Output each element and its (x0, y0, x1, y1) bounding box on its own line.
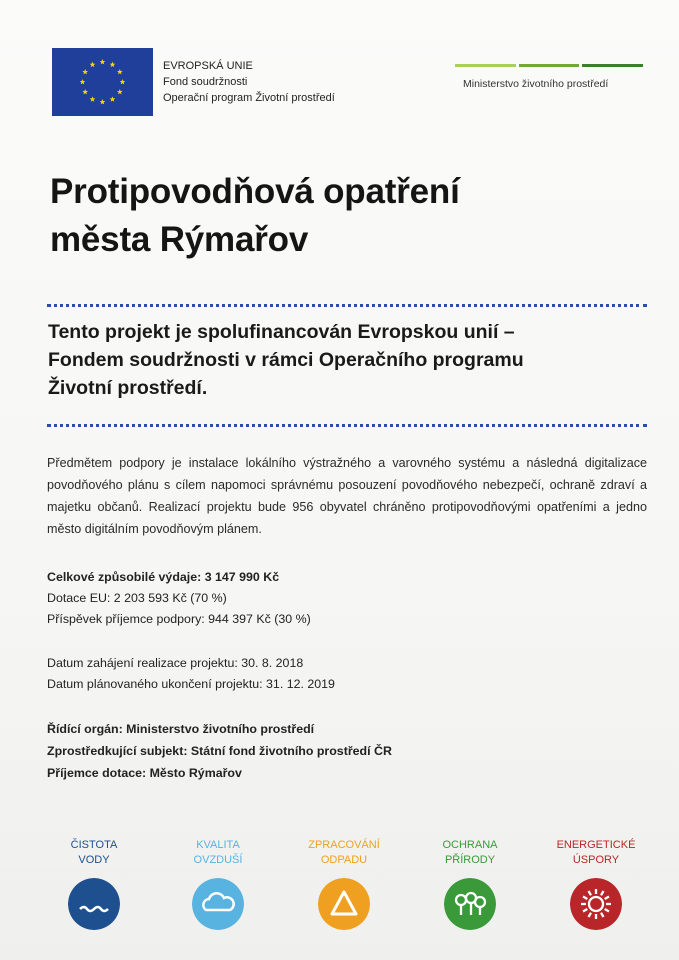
ministry-label: Ministerstvo životního prostředí (463, 78, 609, 90)
topic-waste (294, 838, 394, 935)
eu-line-2: Fond soudržnosti (163, 76, 248, 88)
subtitle-line-3: Životní prostředí. (48, 377, 208, 399)
title-line-2: města Rýmařov (50, 220, 309, 259)
water-icon (68, 878, 120, 930)
eu-grant: Dotace EU: 2 203 593 Kč (70 %) (47, 591, 227, 605)
dotted-divider-top (47, 304, 647, 307)
trees-icon (444, 878, 496, 930)
topic-nature (420, 838, 520, 935)
ministry-logo-bars (455, 64, 643, 68)
topic-waste-line-1: ZPRACOVÁNÍ (308, 839, 380, 851)
dotted-divider-bottom (47, 424, 647, 427)
subtitle-line-2: Fondem soudržnosti v rámci Operačního programu (48, 349, 524, 371)
end-date: Datum plánovaného ukončení projektu: 31. 12. 2019 (47, 677, 335, 691)
intermediate-body: Zprostředkující subjekt: Státní fond životního prostředí ČR (47, 744, 392, 758)
page-title (50, 168, 460, 264)
eu-line-3: Operační program Životní prostředí (163, 92, 335, 104)
eu-line-1: EVROPSKÁ UNIE (163, 60, 253, 72)
topic-nature-line-1: OCHRANA (442, 839, 498, 851)
topic-water-line-2: VODY (78, 854, 110, 866)
topic-air-line-2: OVZDUŠÍ (193, 854, 243, 866)
topic-waste-line-2: ODPADU (320, 854, 368, 866)
eu-fund-text (163, 58, 335, 106)
topic-energy-line-2: ÚSPORY (572, 854, 620, 866)
grant-recipient: Příjemce dotace: Město Rýmařov (47, 766, 242, 780)
topic-air (168, 838, 268, 935)
funding-statement (48, 318, 524, 402)
title-line-1: Protipovodňová opatření (50, 172, 460, 211)
subtitle-line-1: Tento projekt je spolufinancován Evropskou unií – (48, 321, 515, 343)
topic-water (44, 838, 144, 935)
project-description: Předmětem podpory je instalace lokálního výstražného a varovného systému a následná digitalizace povodňového plánu s cílem napomoci správnému posouzení povodňového nebezpečí, ochraně zdraví a majetku občanů. Realizací projektu bude 956 obyvatel chráněno protipovodňovými opatřeními a jedno město digitálním povodňovým plánem. (47, 456, 647, 536)
eu-flag-icon (52, 48, 153, 116)
cloud-icon (192, 878, 244, 930)
topic-nature-line-2: PŘÍRODY (444, 854, 496, 866)
managing-authority: Řídící orgán: Ministerstvo životního prostředí (47, 722, 315, 736)
topic-energy (546, 838, 646, 935)
topic-energy-line-1: ENERGETICKÉ (556, 839, 636, 851)
sun-icon (570, 878, 622, 930)
total-expenses: Celkové způsobilé výdaje: 3 147 990 Kč (47, 570, 280, 584)
topic-water-line-1: ČISTOTA (70, 839, 118, 851)
recycle-triangle-icon (318, 878, 370, 930)
topic-air-line-1: KVALITA (196, 839, 240, 851)
recipient-contribution: Příspěvek příjemce podpory: 944 397 Kč (30 %) (47, 612, 311, 626)
start-date: Datum zahájení realizace projektu: 30. 8. 2018 (47, 656, 304, 670)
